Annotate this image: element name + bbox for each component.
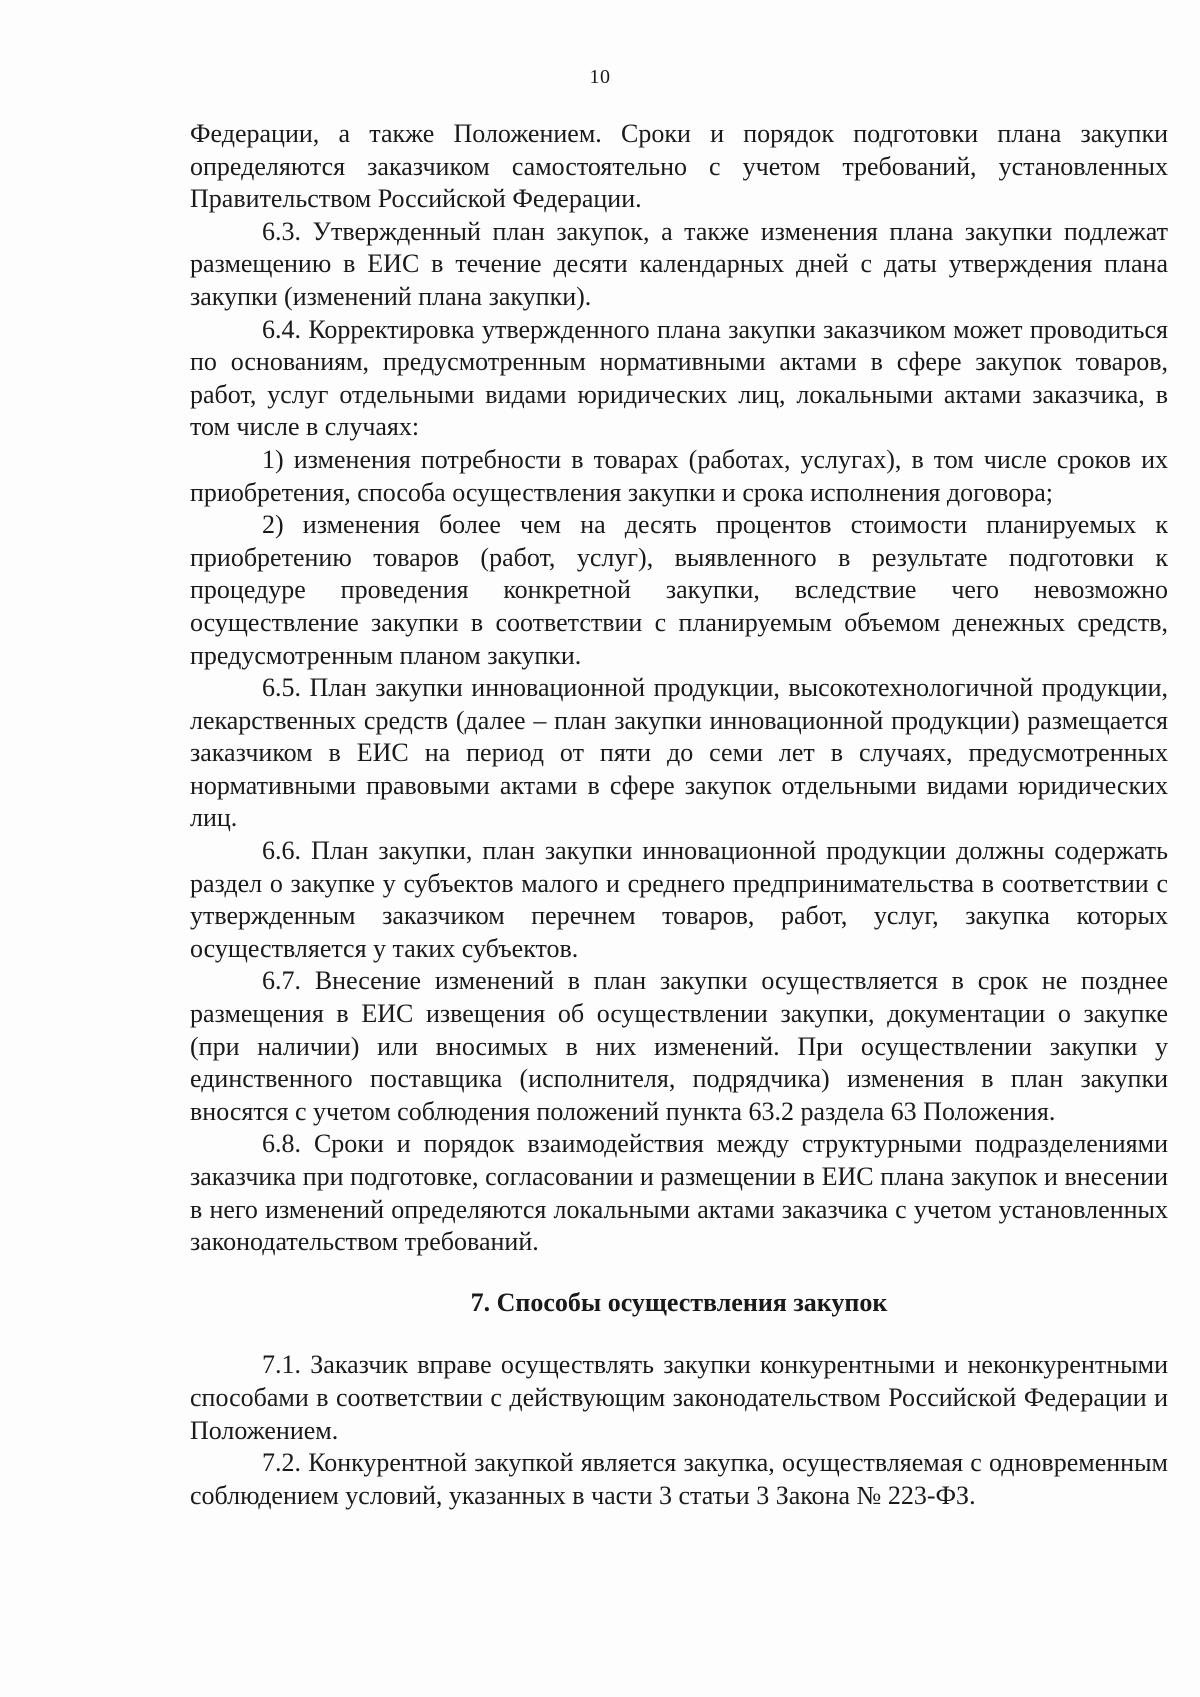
paragraph-6-6 [190, 835, 1168, 965]
paragraph-6-8 [190, 1128, 1168, 1258]
paragraph-6-4 [190, 314, 1168, 444]
paragraph-text: Внесение изменений в план закупки осуществляется в срок не позднее размещения в ЕИС извещения об осуществлении закупки, документации о закупке (при наличии) или вносимых в них изменений. При осуществлении закупки у единственного поставщика (исполнителя, подрядчика) изменения в план закупки вносятся с учетом соблюдения положений пункта 63.2 раздела 63 Положения. [190, 966, 1168, 1126]
list-item-6-4-1 [190, 444, 1168, 509]
paragraph-number: 6.6. [262, 836, 301, 866]
paragraph-7-1 [190, 1349, 1168, 1447]
paragraph-number: 7.1. [262, 1350, 301, 1380]
list-item-number: 2) [262, 510, 284, 540]
paragraph-text: Заказчик вправе осуществлять закупки конкурентными и неконкурентными способами в соответствии с действующим законодательством Российской Федерации и Положением. [190, 1350, 1168, 1445]
document-body [190, 118, 1168, 1512]
paragraph-number: 6.3. [262, 216, 301, 246]
paragraph-continuation [190, 118, 1168, 216]
paragraph-number: 7.2. [262, 1448, 301, 1478]
paragraph-text: Корректировка утвержденного плана закупки заказчиком может проводиться по основаниям, предусмотренным нормативными актами в сфере закупок товаров, работ, услуг отдельными видами юридических лиц, локальными актами заказчика, в том числе в случаях: [190, 314, 1168, 442]
list-item-number: 1) [262, 444, 284, 474]
list-item-text: изменения потребности в товарах (работах, услугах), в том числе сроков их приобретения, способа осуществления закупки и срока исполнения договора; [190, 444, 1168, 507]
paragraph-number: 6.5. [262, 673, 301, 703]
paragraph-6-5 [190, 672, 1168, 835]
paragraph-number: 6.4. [262, 314, 301, 344]
paragraph-text: План закупки инновационной продукции, высокотехнологичной продукции, лекарственных средств (далее – план закупки инновационной продукции) размещается заказчиком в ЕИС на период от пяти до семи лет в случаях, предусмотренных нормативными правовыми актами в сфере закупок отдельными видами юридических лиц. [190, 673, 1168, 833]
list-item-text: изменения более чем на десять процентов стоимости планируемых к приобретению товаров (работ, услуг), выявленного в результате подготовки к процедуре проведения конкретной закупки, вследствие чего невозможно осуществление закупки в соответствии с планируемым объемом денежных средств, предусмотренным планом закупки. [190, 510, 1168, 670]
paragraph-text: План закупки, план закупки инновационной продукции должны содержать раздел о закупке у субъектов малого и среднего предпринимательства в соответствии с утвержденным заказчиком перечнем товаров, работ, услуг, закупка которых осуществляется у таких субъектов. [190, 836, 1168, 963]
paragraph-text: Утвержденный план закупок, а также изменения плана закупки подлежат размещению в ЕИС в течение десяти календарных дней с даты утверждения плана закупки (изменений плана закупки). [190, 216, 1168, 311]
paragraph-number: 6.7. [262, 966, 301, 996]
page-number: 10 [589, 66, 611, 88]
section-heading: 7. Способы осуществления закупок [470, 1287, 888, 1317]
paragraph-text: Конкурентной закупкой является закупка, осуществляемая с одновременным соблюдением условий, указанных в части 3 статьи 3 Закона № 223-ФЗ. [190, 1448, 1168, 1510]
paragraph-6-3 [190, 216, 1168, 314]
paragraph-text: Федерации, а также Положением. Сроки и порядок подготовки плана закупки определяются заказчиком самостоятельно с учетом требований, установленных Правительством Российской Федерации. [190, 119, 1168, 214]
paragraph-6-7 [190, 965, 1168, 1128]
list-item-6-4-2 [190, 509, 1168, 672]
paragraph-number: 6.8. [262, 1129, 301, 1159]
paragraph-text: Сроки и порядок взаимодействия между структурными подразделениями заказчика при подготовке, согласовании и размещении в ЕИС плана закупок и внесении в него изменений определяются локальными актами заказчика с учетом установленных законодательством требований. [190, 1129, 1168, 1257]
paragraph-7-2 [190, 1447, 1168, 1512]
